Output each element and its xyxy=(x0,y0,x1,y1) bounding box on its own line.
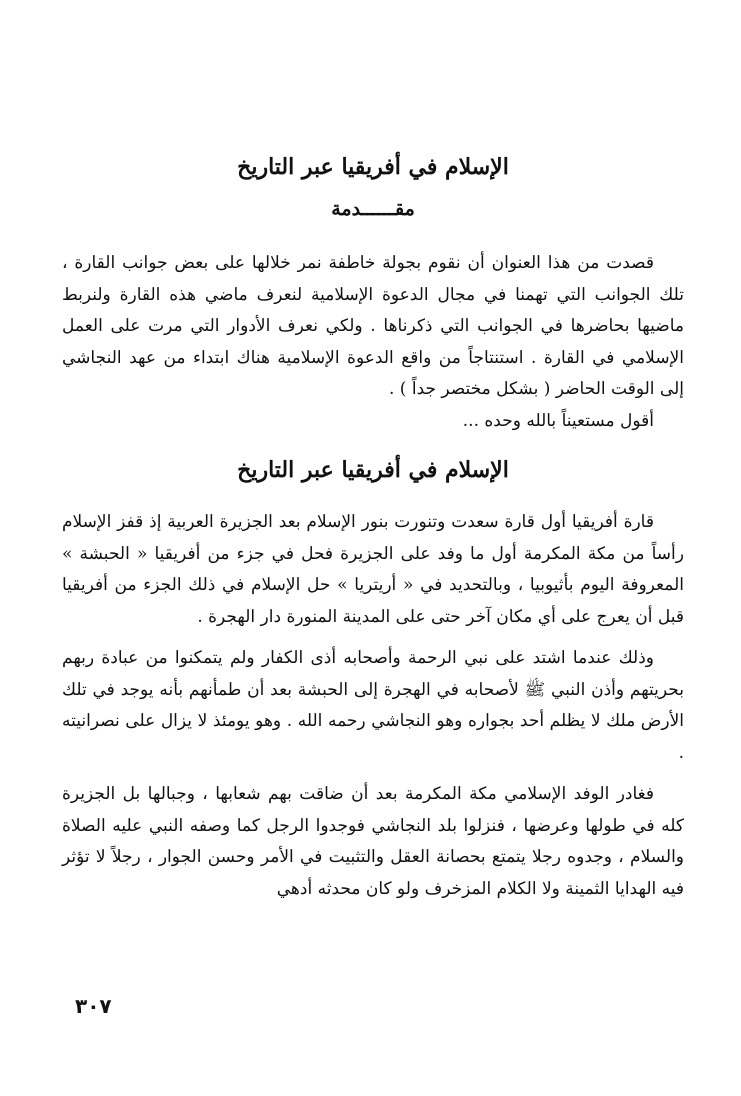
intro-closing-line: أقول مستعيناً بالله وحده ... xyxy=(462,410,654,431)
introduction-heading: مقــــــدمة xyxy=(331,198,415,220)
body-paragraph-1: قارة أفريقيا أول قارة سعدت وتنورت بنور الإسلام بعد الجزيرة العربية إذ قفز الإسلام رأساً من مكة المكرمة أول ما وفد على الجزيرة فحل في جزء من أفريقيا « الحبشة » المعروفة اليوم بأثيوبيا ، وبالتحديد في « أريتريا » حل الإسلام في ذلك الجزء من أفريقيا قبل أن يعرج على أي مكان آخر حتى على المدينة المنورة دار الهجرة . xyxy=(62,512,684,627)
body-paragraph-3: فغادر الوفد الإسلامي مكة المكرمة بعد أن ضاقت بهم شعابها ، وجبالها بل الجزيرة كله في طولها وعرضها ، فنزلوا بلد النجاشي فوجدوا الرجل كما وصفه النبي عليه الصلاة والسلام ، وجدوه رجلا يتمتع بحصانة العقل والتثبيت في الأمر وحسن الجوار ، رجلاً لا تؤثر فيه الهدايا الثمينة ولا الكلام المزخرف ولو كان محدثه أدهي xyxy=(62,784,684,899)
page-number: ٣٠٧ xyxy=(75,994,112,1018)
main-heading: الإسلام في أفريقيا عبر التاريخ xyxy=(237,154,509,180)
section-heading: الإسلام في أفريقيا عبر التاريخ xyxy=(237,457,509,483)
body-paragraph-2: وذلك عندما اشتد على نبي الرحمة وأصحابه أذى الكفار ولم يتمكنوا من عبادة ربهم بحريتهم وأذن النبي ﷺ لأصحابه في الهجرة إلى الحبشة بعد أن طمأنهم بأنه يوجد في تلك الأرض ملك لا يظلم أحد بجواره وهو النجاشي رحمه الله . وهو يومئذ لا يزال على نصرانيته . xyxy=(62,648,684,763)
document-page xyxy=(62,150,684,905)
intro-paragraph: قصدت من هذا العنوان أن نقوم بجولة خاطفة نمر خلالها على بعض جوانب القارة ، تلك الجوانب التي تهمنا في مجال الدعوة الإسلامية لنعرف ماضي هذه القارة ولنربط ماضيها بحاضرها في الجوانب التي ذكرناها . ولكي نعرف الأدوار التي مرت على العمل الإسلامي في القارة . استنتاجاً من واقع الدعوة الإسلامية هناك ابتداء من عهد النجاشي إلى الوقت الحاضر ( بشكل مختصر جداً ) . xyxy=(62,253,684,399)
